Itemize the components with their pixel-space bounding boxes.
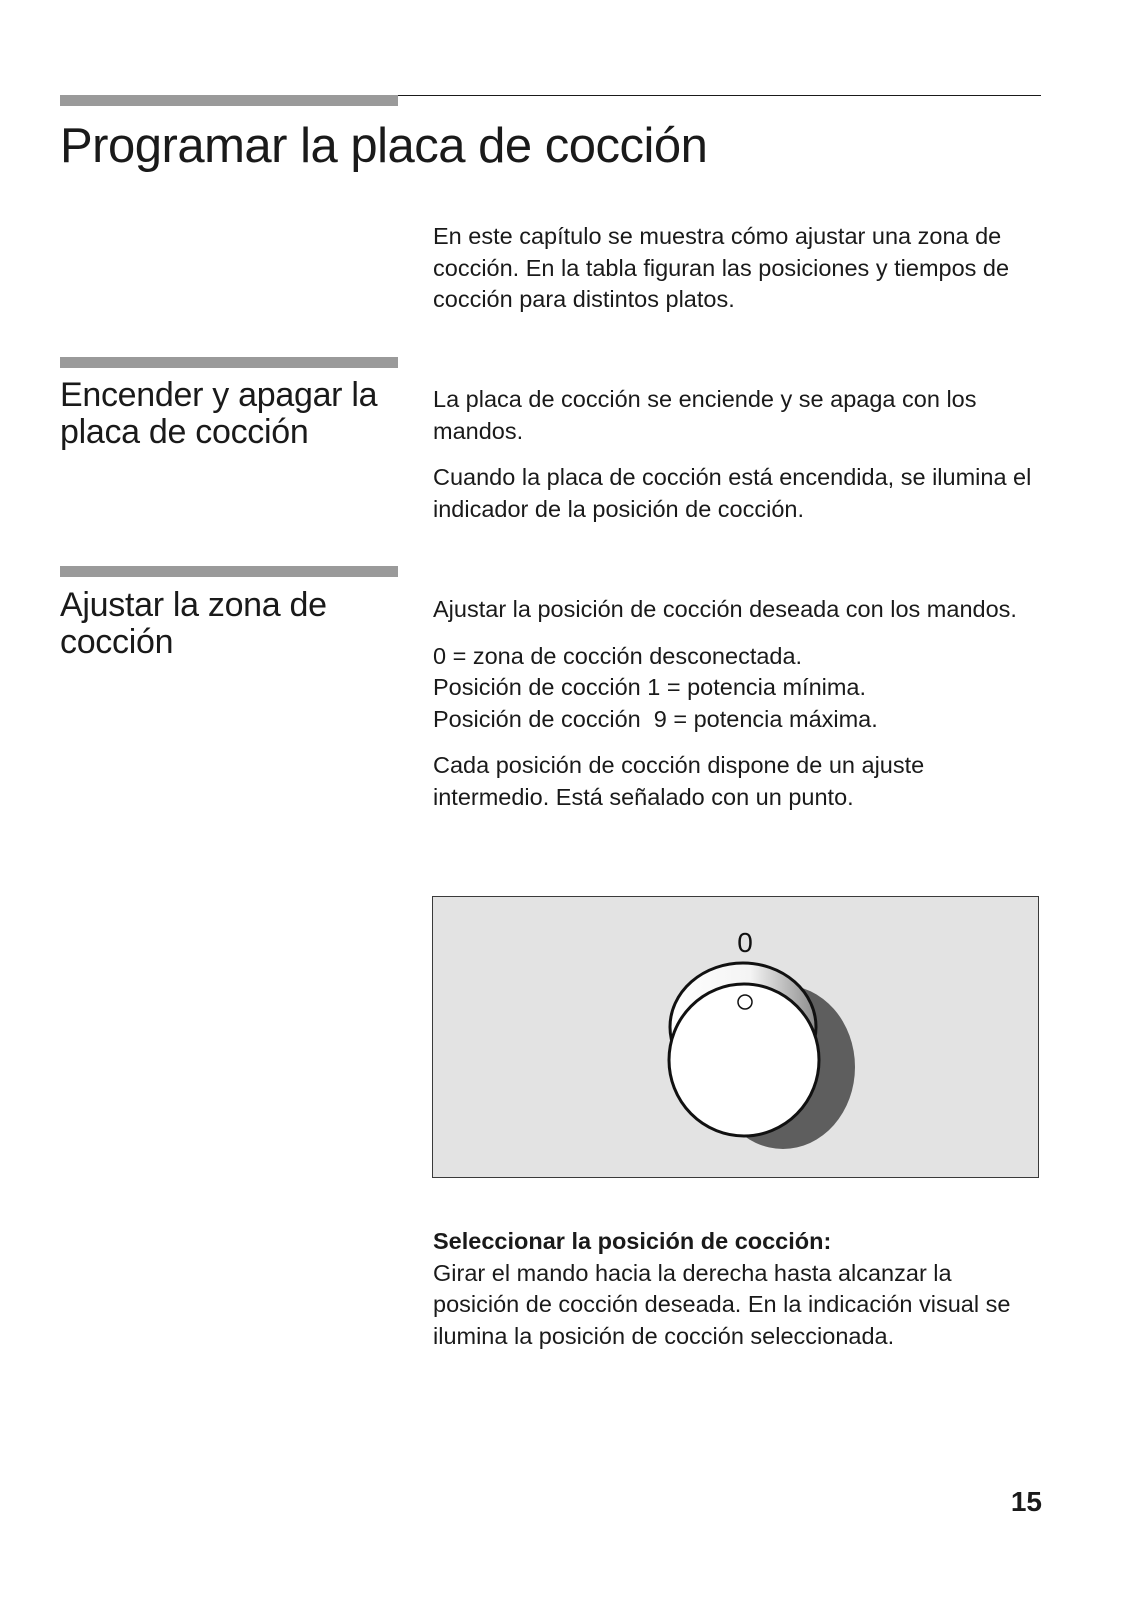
paragraph: Cada posición de cocción dispone de un ajuste intermedio. Está señalado con un punto. xyxy=(433,752,925,810)
section-heading-power: Encender y apagar la placa de cocción xyxy=(60,376,378,451)
dial-label-zero: 0 xyxy=(737,927,753,958)
page-number: 15 xyxy=(1010,1486,1042,1517)
paragraph: Cuando la placa de cocción está encendida, se ilumina el indicador de la posición de cocción. xyxy=(433,464,1032,522)
instruction-text: Girar el mando hacia la derecha hasta alcanzar la posición de cocción deseada. En la indicación visual se ilumina la posición de cocción seleccionada. xyxy=(433,1259,1011,1349)
section-rule-adjust xyxy=(60,566,398,577)
paragraph: Ajustar la posición de cocción deseada con los mandos. xyxy=(433,596,1017,622)
section-body-power xyxy=(433,384,1053,525)
paragraph: La placa de cocción se enciende y se apaga con los mandos. xyxy=(433,386,977,444)
section-heading-adjust: Ajustar la zona de cocción xyxy=(60,586,327,661)
knob-illustration xyxy=(432,896,1039,1178)
title-rule-accent xyxy=(60,95,398,106)
instruction-title: Seleccionar la posición de cocción: xyxy=(433,1228,832,1254)
section-rule-power xyxy=(60,357,398,368)
instruction-block xyxy=(433,1226,1043,1352)
section-body-adjust xyxy=(433,594,1053,813)
paragraph: 0 = zona de cocción desconectada. xyxy=(433,642,803,669)
paragraph: Posición de cocción 9 = potencia máxima. xyxy=(433,705,878,732)
intro-paragraph: En este capítulo se muestra cómo ajustar una zona de cocción. En la tabla figuran las posiciones y tiempos de cocción para distintos platos. xyxy=(433,223,1010,312)
title-rule-line xyxy=(398,95,1041,96)
paragraph: Posición de cocción 1 = potencia mínima. xyxy=(433,674,867,700)
knob-position-dot xyxy=(738,995,752,1009)
page-title: Programar la placa de cocción xyxy=(60,119,708,173)
knob-diagram xyxy=(433,897,1038,1177)
